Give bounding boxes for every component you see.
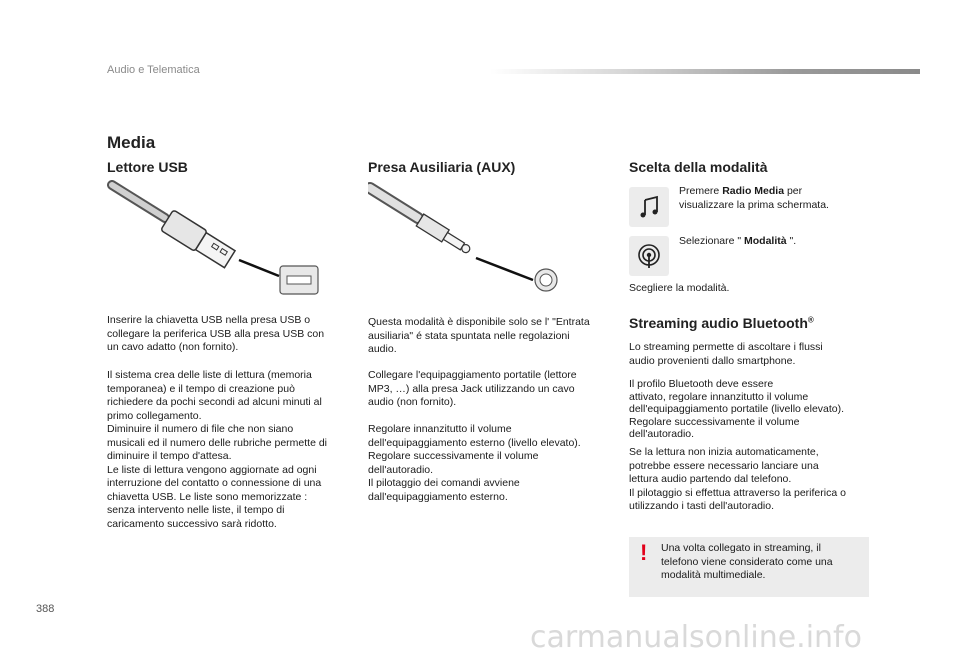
- header-divider: [490, 69, 920, 74]
- bluetooth-paragraph-2: Il profilo Bluetooth deve essere attivato, regolare innanzitutto il volume dell'equipaggiamento portatile (livello elevato). Regolare successivamente il volume dell'autoradio.: [629, 378, 845, 440]
- mode-step-1: Premere Radio Media per visualizzare la prima schermata.: [679, 185, 829, 211]
- usb-paragraph-1: Inserire la chiavetta USB nella presa USB o collegare la periferica USB alla presa USB con un cavo adatto (non fornito).: [107, 314, 325, 353]
- section-title: Audio e Telematica: [107, 64, 200, 76]
- aux-jack-illustration: [368, 180, 568, 300]
- aux-heading: Presa Ausiliaria (AUX): [368, 159, 516, 175]
- mode-step-3: Scegliere la modalità.: [629, 282, 730, 294]
- broadcast-icon: [629, 236, 669, 276]
- aux-paragraph-2: Collegare l'equipaggiamento portatile (lettore MP3, …) alla presa Jack utilizzando un cavo audio (non fornito).: [368, 369, 577, 408]
- usb-heading: Lettore USB: [107, 159, 188, 175]
- usb-paragraph-2: Il sistema crea delle liste di lettura (memoria temporanea) e il tempo di creazione può richiedere da pochi secondi ad alcuni minuti al primo collegamento. Diminuire il numero di file che non siano musicali ed il numero delle rubriche permette di diminuire il tempo d'attesa. Le liste di lettura vengono aggiornate ad ogni interruzione del contatto o connessione di una chiavetta USB. Le liste sono memorizzate : senza intervento nelle liste, il tempo di caricamento successivo sarà ridotto.: [107, 369, 328, 530]
- bluetooth-paragraph-1: Lo streaming permette di ascoltare i flussi audio provenienti dallo smartphone.: [629, 341, 823, 367]
- mode-step-2: Selezionare " Modalità ".: [679, 235, 797, 247]
- warning-icon: !: [640, 540, 648, 565]
- usb-illustration: [107, 180, 327, 300]
- aux-paragraph-1: Questa modalità è disponibile solo se l' "Entrata ausiliaria" é stata spuntata nelle regolazioni audio.: [368, 316, 590, 355]
- bluetooth-paragraph-3: Se la lettura non inizia automaticamente, potrebbe essere necessario lanciare una lettura audio partendo dal telefono. Il pilotaggio si effettua attraverso la periferica o utilizzando i tasti dell'autoradio.: [629, 446, 846, 512]
- mode-heading: Scelta della modalità: [629, 159, 768, 175]
- bluetooth-heading: Streaming audio Bluetooth®: [629, 315, 814, 331]
- aux-paragraph-3: Regolare innanzitutto il volume dell'equipaggiamento esterno (livello elevato). Regolare successivamente il volume dell'autoradio. Il pilotaggio dei comandi avviene dall'equipaggiamento esterno.: [368, 423, 581, 503]
- watermark: carmanualsonline.info: [530, 620, 862, 655]
- warning-text: Una volta collegato in streaming, il telefono viene considerato come una modalità multimediale.: [661, 542, 833, 581]
- page-number: 388: [36, 603, 55, 615]
- page-title: Media: [107, 133, 156, 152]
- music-note-icon: [629, 187, 669, 227]
